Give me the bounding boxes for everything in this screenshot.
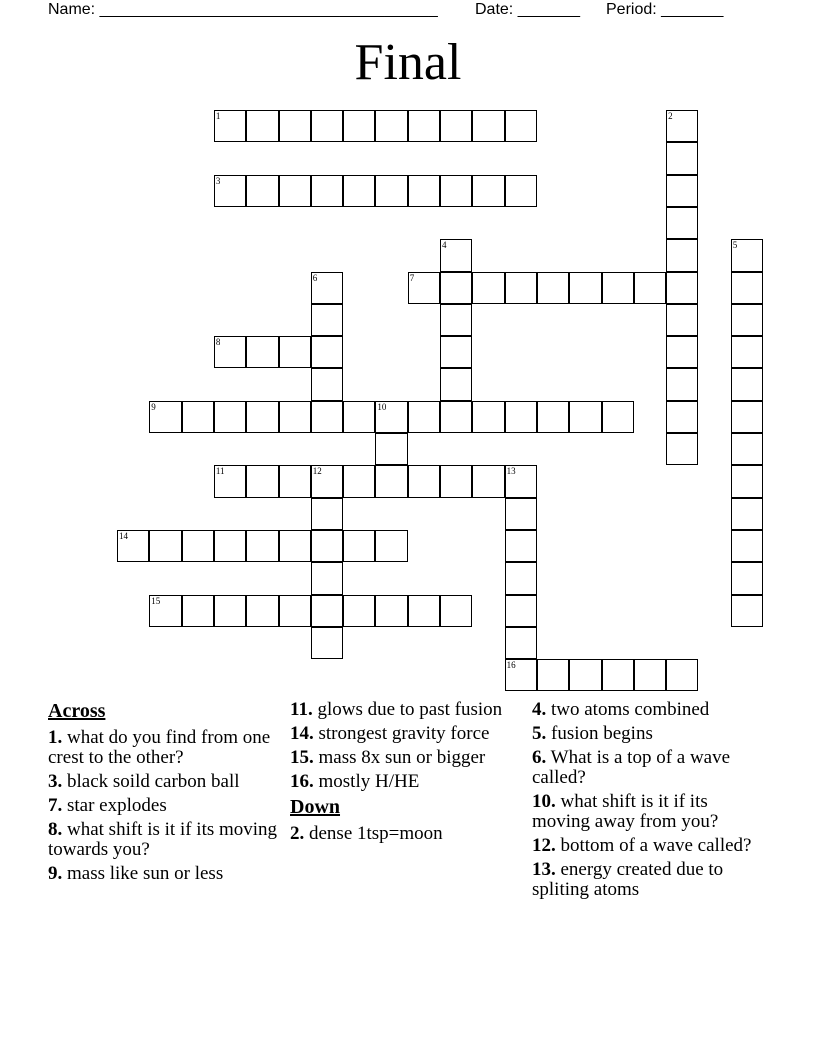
clue-down-4: [532, 700, 767, 720]
crossword-cell[interactable]: [472, 175, 504, 207]
crossword-cell[interactable]: [731, 304, 763, 336]
crossword-cell[interactable]: [731, 336, 763, 368]
cell-number: 9: [151, 401, 156, 412]
crossword-cell[interactable]: [666, 401, 698, 433]
clue-number: 9.: [48, 863, 63, 884]
crossword-cell[interactable]: [505, 659, 537, 691]
crossword-cell[interactable]: [279, 175, 311, 207]
crossword-cell[interactable]: [279, 110, 311, 142]
clue-text: mass 8x sun or bigger: [318, 747, 486, 768]
crossword-cell[interactable]: [311, 368, 343, 400]
clue-across-7: [48, 796, 283, 816]
crossword-cell[interactable]: [731, 465, 763, 497]
crossword-cell[interactable]: [440, 368, 472, 400]
crossword-cell[interactable]: [472, 110, 504, 142]
crossword-cell[interactable]: [343, 530, 375, 562]
crossword-cell[interactable]: [666, 175, 698, 207]
crossword-cell[interactable]: [214, 595, 246, 627]
across-heading: Across: [48, 700, 106, 722]
crossword-cell[interactable]: [505, 562, 537, 594]
crossword-cell[interactable]: [505, 110, 537, 142]
page-title: Final: [354, 34, 462, 91]
clue-number: 12.: [532, 835, 556, 856]
crossword-cell[interactable]: [246, 110, 278, 142]
cell-number: 16: [506, 660, 516, 671]
crossword-cell[interactable]: [311, 175, 343, 207]
cell-number: 14: [119, 530, 128, 541]
crossword-cell[interactable]: [505, 175, 537, 207]
crossword-cell[interactable]: [375, 530, 407, 562]
clue-across-8: [48, 820, 283, 860]
crossword-cell[interactable]: [279, 401, 311, 433]
crossword-cell[interactable]: [731, 368, 763, 400]
clue-number: 14.: [290, 723, 314, 744]
cell-number: 6: [312, 272, 318, 283]
clue-number: 1.: [48, 727, 63, 748]
clue-text: mass like sun or less: [67, 863, 224, 884]
clue-column-2: [290, 700, 525, 848]
crossword-cell[interactable]: [440, 239, 472, 271]
crossword-cell[interactable]: [343, 401, 375, 433]
clue-text: black soild carbon ball: [67, 771, 240, 792]
crossword-cell[interactable]: [602, 272, 634, 304]
crossword-cell[interactable]: [311, 595, 343, 627]
cell-number: 7: [409, 272, 415, 283]
crossword-cell[interactable]: [440, 272, 472, 304]
crossword-cell[interactable]: [505, 465, 537, 497]
crossword-cell[interactable]: [246, 595, 278, 627]
clue-down-6: [532, 748, 767, 788]
crossword-cell[interactable]: [408, 272, 440, 304]
crossword-cell[interactable]: [440, 175, 472, 207]
crossword-cell[interactable]: [440, 465, 472, 497]
crossword-cell[interactable]: [279, 530, 311, 562]
crossword-cell[interactable]: [602, 401, 634, 433]
crossword-cell[interactable]: [311, 401, 343, 433]
crossword-cell[interactable]: [214, 110, 246, 142]
crossword-cell[interactable]: [440, 401, 472, 433]
clue-down-2: [290, 824, 525, 844]
clue-number: 16.: [290, 771, 314, 792]
crossword-cell[interactable]: [246, 465, 278, 497]
clue-number: 2.: [290, 823, 305, 844]
clue-across-15: [290, 748, 525, 768]
crossword-cell[interactable]: [440, 336, 472, 368]
crossword-cell[interactable]: [279, 465, 311, 497]
crossword-cell[interactable]: [569, 272, 601, 304]
crossword-cell[interactable]: [440, 595, 472, 627]
crossword-cell[interactable]: [440, 110, 472, 142]
crossword-cell[interactable]: [246, 336, 278, 368]
clue-number: 10.: [532, 791, 556, 812]
crossword-cell[interactable]: [569, 659, 601, 691]
crossword-cell[interactable]: [343, 110, 375, 142]
crossword-cell[interactable]: [343, 175, 375, 207]
cell-number: 5: [732, 240, 738, 251]
cell-number: 11: [215, 466, 225, 477]
crossword-cell[interactable]: [149, 595, 181, 627]
crossword-cell[interactable]: [472, 401, 504, 433]
crossword-cell[interactable]: [731, 272, 763, 304]
crossword-cell[interactable]: [505, 595, 537, 627]
crossword-cell[interactable]: [375, 110, 407, 142]
clue-text: star explodes: [67, 795, 167, 816]
clue-text: what do you find from one crest to the other?: [48, 727, 271, 768]
crossword-cell[interactable]: [214, 401, 246, 433]
crossword-cell[interactable]: [569, 401, 601, 433]
crossword-cell[interactable]: [182, 530, 214, 562]
crossword-cell[interactable]: [634, 272, 666, 304]
clue-down-5: [532, 724, 767, 744]
clue-across-14: [290, 724, 525, 744]
crossword-cell[interactable]: [343, 465, 375, 497]
crossword-cell[interactable]: [537, 272, 569, 304]
name-field-label: Name: ______________________________________: [48, 1, 438, 18]
clue-number: 8.: [48, 819, 63, 840]
crossword-cell[interactable]: [666, 110, 698, 142]
cell-number: 3: [215, 175, 221, 186]
crossword-cell[interactable]: [666, 142, 698, 174]
crossword-cell[interactable]: [375, 175, 407, 207]
crossword-cell[interactable]: [149, 401, 181, 433]
crossword-cell[interactable]: [666, 239, 698, 271]
cell-number: 2: [668, 111, 673, 121]
clue-number: 11.: [290, 699, 313, 720]
crossword-cell[interactable]: [731, 239, 763, 271]
cell-number: 8: [215, 337, 221, 348]
clue-text: glows due to past fusion: [317, 699, 503, 720]
crossword-cell[interactable]: [214, 465, 246, 497]
crossword-cell[interactable]: [666, 304, 698, 336]
clue-text: strongest gravity force: [318, 723, 490, 744]
crossword-cell[interactable]: [149, 530, 181, 562]
clue-number: 3.: [48, 771, 63, 792]
crossword-cell[interactable]: [408, 465, 440, 497]
crossword-cell[interactable]: [246, 530, 278, 562]
clue-text: dense 1tsp=moon: [309, 823, 443, 844]
crossword-cell[interactable]: [408, 595, 440, 627]
clue-number: 5.: [532, 723, 547, 744]
crossword-cell[interactable]: [666, 207, 698, 239]
crossword-cell[interactable]: [375, 465, 407, 497]
clue-number: 7.: [48, 795, 63, 816]
crossword-cell[interactable]: [666, 336, 698, 368]
clue-down-12: [532, 836, 767, 856]
clue-down-10: [532, 792, 767, 832]
clue-text: bottom of a wave called?: [560, 835, 752, 856]
crossword-cell[interactable]: [731, 401, 763, 433]
crossword-cell[interactable]: [311, 627, 343, 659]
crossword-cell[interactable]: [472, 465, 504, 497]
clue-number: 4.: [532, 699, 547, 720]
cell-number: 15: [151, 595, 161, 606]
crossword-cell[interactable]: [311, 336, 343, 368]
clue-text: fusion begins: [551, 723, 653, 744]
crossword-cell[interactable]: [279, 336, 311, 368]
crossword-cell[interactable]: [311, 498, 343, 530]
crossword-cell[interactable]: [731, 595, 763, 627]
crossword-cell[interactable]: [311, 304, 343, 336]
crossword-cell[interactable]: [375, 595, 407, 627]
crossword-cell[interactable]: [505, 498, 537, 530]
clue-text: what shift is it if its moving away from you?: [532, 791, 719, 832]
crossword-cell[interactable]: [246, 401, 278, 433]
clue-text: mostly H/HE: [318, 771, 420, 792]
clue-number: 15.: [290, 747, 314, 768]
crossword-cell[interactable]: [182, 595, 214, 627]
crossword-cell[interactable]: [537, 401, 569, 433]
crossword-cell[interactable]: [375, 401, 407, 433]
crossword-cell[interactable]: [311, 465, 343, 497]
crossword-cell[interactable]: [731, 498, 763, 530]
clue-across-9: [48, 864, 283, 884]
crossword-cell[interactable]: [666, 272, 698, 304]
clue-number: 13.: [532, 859, 556, 880]
cell-number: 1: [215, 111, 221, 121]
clue-across-1: [48, 728, 283, 768]
crossword-cell[interactable]: [408, 401, 440, 433]
cell-number: 12: [312, 466, 322, 477]
crossword-cell[interactable]: [214, 530, 246, 562]
cell-number: 4: [442, 240, 447, 251]
crossword-cell[interactable]: [311, 562, 343, 594]
crossword-cell[interactable]: [117, 530, 149, 562]
crossword-cell[interactable]: [537, 659, 569, 691]
crossword-cell[interactable]: [246, 175, 278, 207]
clue-across-16: [290, 772, 525, 792]
clue-down-13: [532, 860, 767, 900]
cell-number: 13: [506, 466, 516, 477]
crossword-cell[interactable]: [505, 401, 537, 433]
clue-text: what shift is it if its moving towards you?: [48, 819, 278, 860]
crossword-cell[interactable]: [472, 272, 504, 304]
crossword-cell[interactable]: [182, 401, 214, 433]
date-field-label: Date: _______: [475, 1, 580, 18]
crossword-cell[interactable]: [666, 368, 698, 400]
cell-number: 10: [377, 401, 387, 412]
crossword-cell[interactable]: [343, 595, 375, 627]
clue-number: 6.: [532, 747, 547, 768]
crossword-cell[interactable]: [408, 110, 440, 142]
crossword-cell[interactable]: [440, 304, 472, 336]
crossword-cell[interactable]: [214, 175, 246, 207]
crossword-cell[interactable]: [505, 272, 537, 304]
crossword-cell[interactable]: [666, 433, 698, 465]
crossword-cell[interactable]: [634, 659, 666, 691]
clue-column-3: [532, 700, 767, 904]
crossword-cell[interactable]: [279, 595, 311, 627]
clue-text: What is a top of a wave called?: [532, 747, 731, 788]
crossword-cell[interactable]: [731, 433, 763, 465]
clue-across-3: [48, 772, 283, 792]
clue-text: energy created due to spliting atoms: [532, 859, 724, 900]
crossword-cell[interactable]: [505, 627, 537, 659]
crossword-cell[interactable]: [731, 530, 763, 562]
crossword-cell[interactable]: [505, 530, 537, 562]
crossword-cell[interactable]: [311, 110, 343, 142]
clue-across-11: [290, 700, 525, 720]
crossword-cell[interactable]: [408, 175, 440, 207]
crossword-cell[interactable]: [214, 336, 246, 368]
crossword-cell[interactable]: [602, 659, 634, 691]
crossword-cell[interactable]: [666, 659, 698, 691]
clue-column-1: [48, 700, 283, 888]
crossword-cell[interactable]: [311, 530, 343, 562]
crossword-cell[interactable]: [731, 562, 763, 594]
clue-text: two atoms combined: [551, 699, 710, 720]
down-heading: Down: [290, 796, 341, 818]
crossword-cell[interactable]: [311, 272, 343, 304]
period-field-label: Period: _______: [606, 1, 724, 18]
crossword-cell[interactable]: [375, 433, 407, 465]
